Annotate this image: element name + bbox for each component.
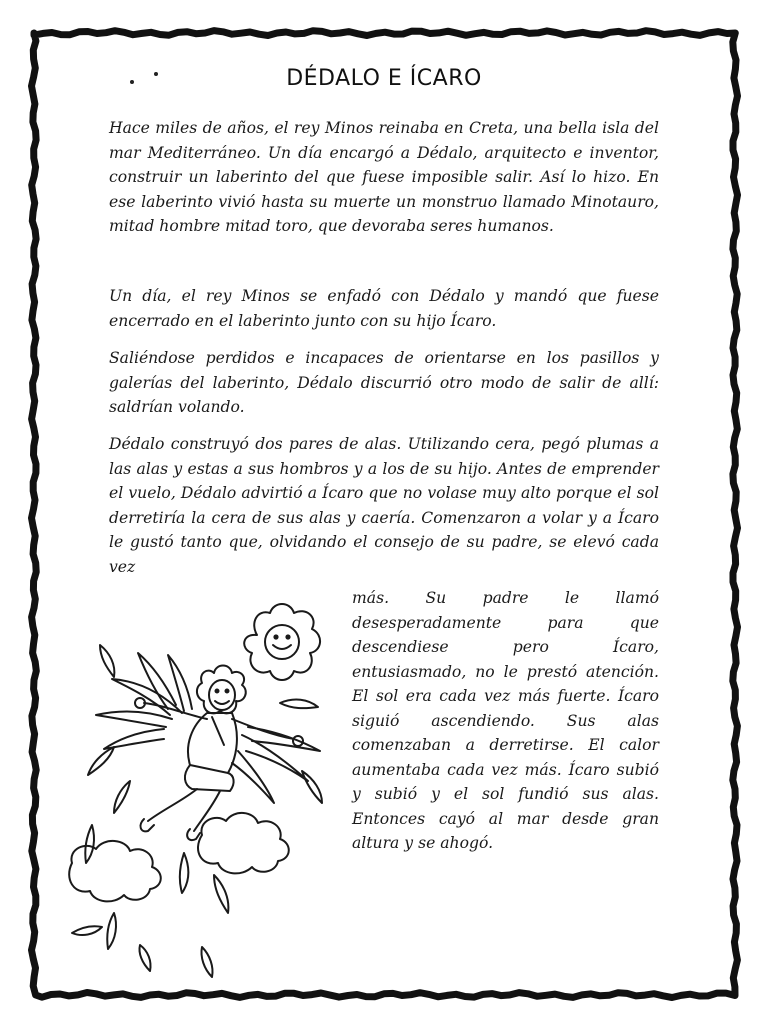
paragraph-text: Dédalo construyó dos pares de alas. Utilizando cera, pegó plumas a las alas y estas a sus hombros y a los de su hijo. Antes de emprender el vuelo, Dédalo advirtió a Ícaro que no volase muy alto porque el sol derretiría la cera de sus alas y caería. Comenzaron a volar y a Ícaro le gustó tanto que, olvidando el consejo de su padre, se elevó cada vez [109, 435, 659, 576]
smiling-sun-icon [244, 604, 320, 680]
paragraph-text: Un día, el rey Minos se enfadó con Dédalo y mandó que fuese encerrado en el laberinto junto con su hijo Ícaro. [109, 287, 659, 330]
page-title: DÉDALO E ÍCARO [286, 66, 482, 91]
paragraph-2 [109, 284, 659, 333]
paragraph-text: Hace miles de años, el rey Minos reinaba en Creta, una bella isla del mar Mediterráneo. Un día encargó a Dédalo, arquitecto e inventor, construir un laberinto del que fuese imposible salir. Así lo hizo. En ese laberinto vivió hasta su muerte un monstruo llamado Minotauro, mitad hombre mitad toro, que devoraba seres humanos. [109, 119, 659, 235]
paragraph-3 [109, 346, 659, 420]
paragraph-text: Saliéndose perdidos e incapaces de orientarse en los pasillos y galerías del laberinto, Dédalo discurrió otro modo de salir de allí: saldrían volando. [109, 349, 659, 416]
paragraph-4 [109, 432, 659, 579]
icarus-flying-illustration [52, 595, 347, 980]
paragraph-1 [109, 116, 659, 239]
paragraph-text: más. Su padre le llamó desesperadamente para que descendiese pero Ícaro, entusiasmado, no le prestó atención. El sol era cada vez más fuerte. Ícaro siguió ascendiendo. Sus alas comenzaban a derretirse. El calor aumentaba cada vez más. Ícaro subió y subió y el sol fundió sus alas. Entonces cayó al mar desde gran altura y se ahogó. [352, 589, 659, 852]
paragraph-5 [352, 586, 659, 856]
